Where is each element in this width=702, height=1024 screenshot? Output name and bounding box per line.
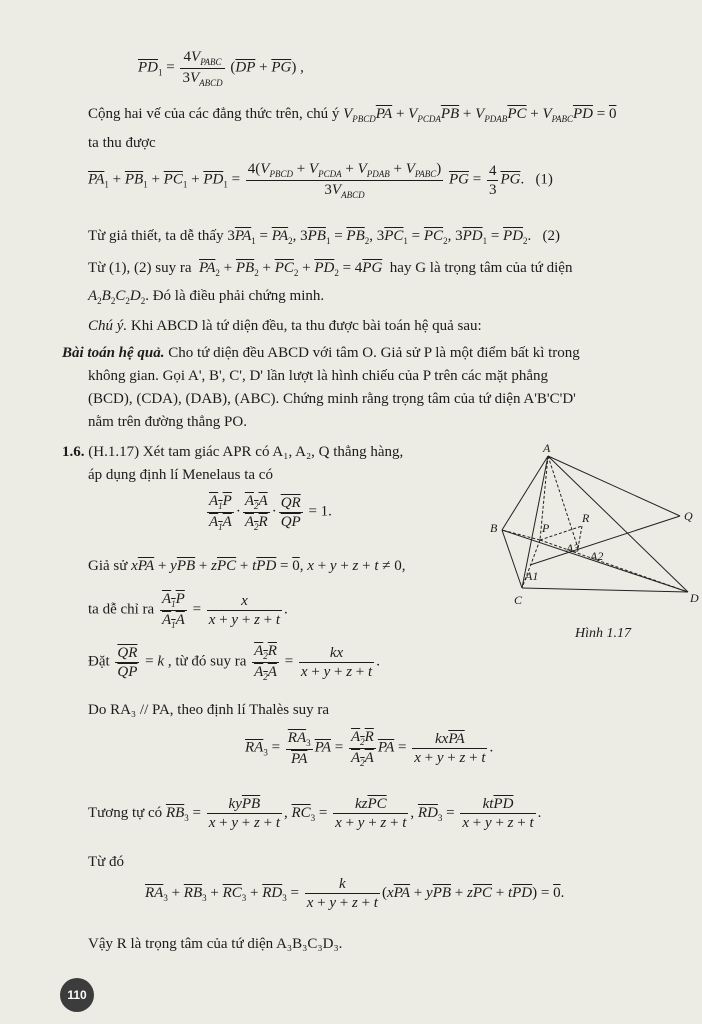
figure-1-17	[470, 440, 702, 640]
bthq-line-3: (BCD), (CDA), (DAB), (ABC). Chứng minh rằng trọng tâm của tứ diện A'B'C'D'	[88, 391, 576, 407]
thu-duoc: ta thu được	[88, 135, 156, 151]
bthq-text-1: Cho tứ diện đều ABCD với tâm O. Giả sử P là một điểm bất kì trong	[168, 345, 580, 361]
intro-line: Cộng hai vế của các đẳng thức trên, chú ý $V_{PBCD}\overline{PA} + V_{PCDA}\overline{PB} + V_{PDAB}\overline{PC} + V_{PABC}\overline{PD} = 0$	[88, 106, 617, 124]
final-equation: $\overline{RA}_3 + \overline{RB}_3 + \overline{RC}_3 + \overline{RD}_3$ = $\frac{k}{x + y + z + t}$ $(x\overline{PA} + y\overline{PB} + z\overline{PC} + t\overline{PD}) = 0$.	[145, 876, 565, 911]
chu-y-line	[88, 316, 482, 336]
thales-equation: $\overline{RA}_3$ = $\frac{\overline{RA}_3}{PA}$ $\overline{PA}$ = $\frac{A_2R}{A_2A}$ $\overline{PA}$ = $\frac{kx\overline{PA}}{x + y + z + t}$ .	[245, 729, 494, 768]
label-q: Q	[684, 509, 693, 523]
ta-de-chi-ra: ta dễ chỉ ra	[88, 601, 155, 618]
s16-label: 1.6.	[62, 444, 85, 460]
gia-su-line: Giả sử $x\overline{PA} + y\overline{PB} + z\overline{PC} + t\overline{PD} = 0$, x + y + z + t ≠ 0,	[88, 558, 406, 574]
vay: Vậy R là trọng tâm của tứ diện A₃B₃C₃D₃.	[88, 936, 343, 952]
label-a1: A1	[525, 569, 539, 583]
bthq-label: Bài toán hệ quả.	[62, 345, 165, 361]
line-aa2	[548, 456, 578, 548]
hay-g: hay G là trọng tâm của tứ diện	[389, 260, 573, 276]
do-ra3: Do RA₃ // PA, theo định lí Thalès suy ra	[88, 702, 330, 718]
ta-de-chi-ra-line: ta dễ chỉ ra $\frac{A_1P}{A_1A}$ = $\frac{x}{x + y + z + t}$ .	[88, 591, 288, 630]
edge-ad	[548, 456, 688, 592]
equation-2: Từ giả thiết, ta dễ thấy $3\overline{PA}_1 = \overline{PA}_2$, $3\overline{PB}_1 = \overline{PB}_2$, $3\overline{PC}_1 = \overline{PC}_2$, $3\overline{PD}_1 = \overline{PD}_2$. (2)	[88, 228, 561, 246]
label-a3: A3	[566, 541, 580, 555]
tuong-tu-line: Tương tự có $\overline{RB}_3$ = $\frac{ky\overline{PB}}{x + y + z + t}$ , $\overline{RC}_3$ = $\frac{kz\overline{PC}}{x + y + z + t}$ , $\overline{RD}_3$ = $\frac{kt\overline{PD}}{x + y + z + t}$ .	[88, 796, 542, 831]
menelaus-equation: $\frac{A_1P}{A_1A}$ · $\frac{A_2A}{A_2R}$ · $\frac{\overline{QR}}{QP}$ = 1.	[209, 493, 332, 532]
label-b: B	[490, 521, 498, 535]
label-r: R	[582, 511, 590, 525]
tuong-tu: Tương tự có	[88, 804, 163, 821]
label-d: D	[690, 591, 699, 605]
line-a1q	[530, 516, 680, 565]
conclusion-line-2: $A_2B_2C_2D_2$. Đó là điều phải chứng minh.	[88, 288, 325, 306]
equation-pd1: $\overline{PD}_1$ = $\frac{4V_{PABC}}{3V_{ABCD}}$ $(\overline{DP} + \overline{PG})$ ,	[138, 49, 304, 88]
label-p: P	[542, 521, 550, 535]
edge-cd	[522, 588, 688, 592]
tu-gia-thiet: Từ giả thiết, ta dễ thấy	[88, 228, 224, 244]
s16-line-2: áp dụng định lí Menelaus ta có	[88, 467, 273, 483]
line-aq	[548, 456, 680, 516]
intro-text: Cộng hai vế của các đẳng thức trên, chú ý	[88, 106, 340, 122]
bthq-line-4: nằm trên đường thẳng PO.	[88, 414, 247, 430]
bthq-line-1	[62, 343, 580, 363]
chu-y-text: Khi ABCD là tứ diện đều, ta thu được bài toán hệ quả sau:	[130, 318, 482, 334]
dieu-phai-cm: . Đó là điều phải chứng minh.	[145, 288, 325, 304]
figure-caption: Hình 1.17	[575, 626, 631, 641]
label-a2: A2	[590, 549, 604, 563]
edge-bc	[502, 530, 522, 588]
tu-12: Từ (1), (2) suy ra	[88, 260, 192, 276]
label-a: A	[543, 441, 551, 455]
conclusion-line-1: Từ (1), (2) suy ra $\overline{PA}_2 + \overline{PB}_2 + \overline{PC}_2 + \overline{PD}_2 = 4\overline{PG}$ hay G là trọng tâm của tứ diện	[88, 260, 573, 278]
tu-do-suy-ra: , từ đó suy ra	[167, 653, 247, 670]
s16-text-1: (H.1.17) Xét tam giác APR có A₁, A₂, Q thẳng hàng,	[88, 444, 404, 460]
page-number: 110	[60, 978, 94, 1012]
chu-y-label: Chú ý.	[88, 318, 128, 334]
dat-line: Đặt $\frac{\overline{QR}}{QP}$ = k , từ đó suy ra $\frac{A_2R}{A_2A}$ = $\frac{kx}{x + y + z + t}$ .	[88, 643, 380, 682]
label-c: C	[514, 593, 523, 607]
equation-1: $\overline{PA}_1 + \overline{PB}_1 + \overline{PC}_1 + \overline{PD}_1$ = $\frac{4(V_{PBCD} + V_{PCDA} + V_{PDAB} + V_{PABC})}{3V_{ABCD}}$ $\overline{PG}$ = $\frac{4}{3}$ $\overline{PG}$. (1)	[88, 161, 553, 200]
tu-do: Từ đó	[88, 854, 125, 870]
s16-line-1	[62, 442, 403, 462]
bthq-line-2: không gian. Gọi A', B', C', D' lần lượt là hình chiếu của P trên các mặt phẳng	[88, 368, 548, 384]
dat: Đặt	[88, 653, 110, 670]
gia-su: Giả sử	[88, 558, 128, 574]
